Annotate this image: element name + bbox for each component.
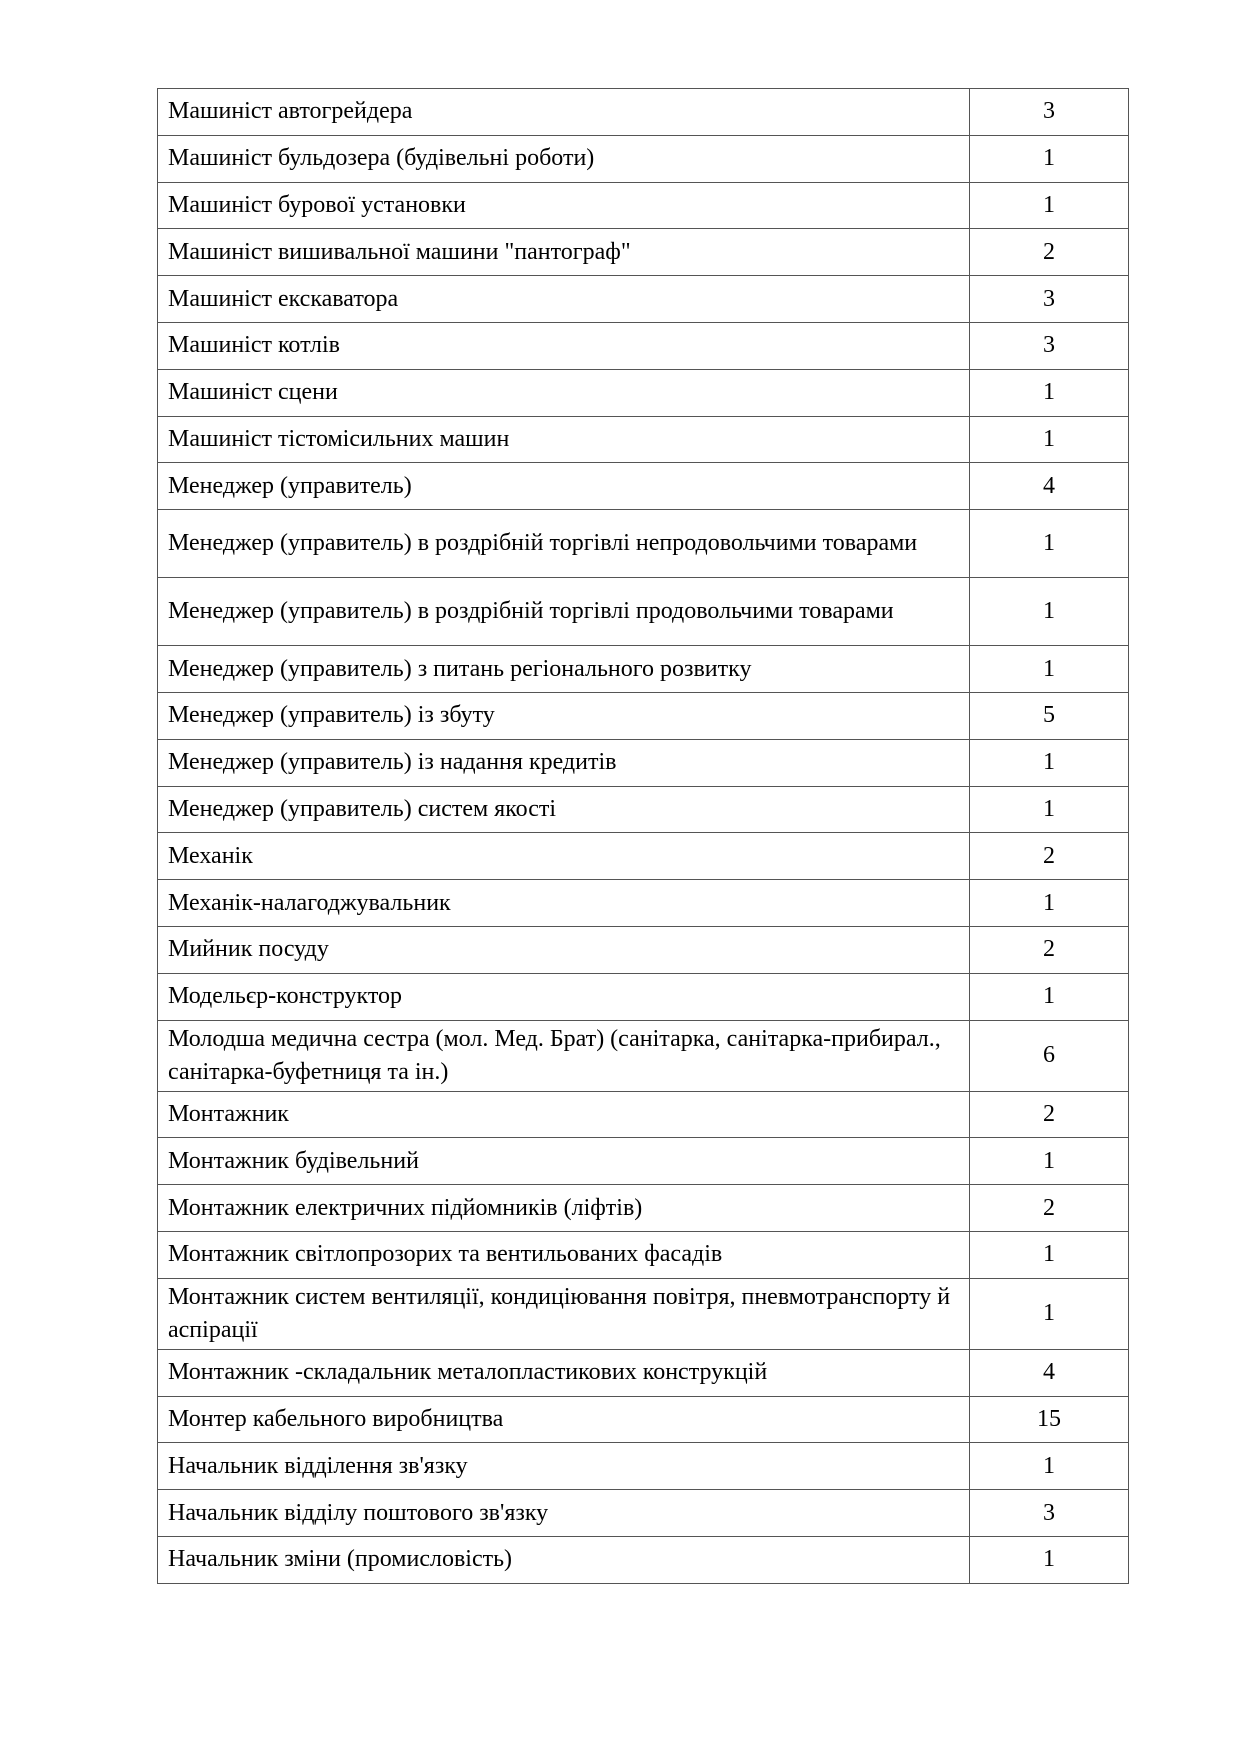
vacancy-count: 3 bbox=[970, 89, 1129, 136]
occupations-table bbox=[157, 88, 1129, 1584]
occupation-name: Начальник відділу поштового зв'язку bbox=[158, 1490, 970, 1537]
vacancy-count: 4 bbox=[970, 463, 1129, 510]
table-row bbox=[158, 926, 1129, 973]
vacancy-count: 1 bbox=[970, 880, 1129, 927]
table-row bbox=[158, 135, 1129, 182]
vacancy-count: 6 bbox=[970, 1020, 1129, 1091]
occupation-name: Монтер кабельного виробництва bbox=[158, 1396, 970, 1443]
occupation-name: Менеджер (управитель) з питань регіонального розвитку bbox=[158, 646, 970, 693]
vacancy-count: 1 bbox=[970, 416, 1129, 463]
table-row bbox=[158, 1185, 1129, 1232]
table-row bbox=[158, 1443, 1129, 1490]
vacancy-count: 15 bbox=[970, 1396, 1129, 1443]
table-row bbox=[158, 1091, 1129, 1138]
table-row bbox=[158, 1536, 1129, 1583]
vacancy-count: 1 bbox=[970, 1138, 1129, 1185]
occupation-name: Менеджер (управитель) із збуту bbox=[158, 692, 970, 739]
vacancy-count: 4 bbox=[970, 1349, 1129, 1396]
vacancy-count: 1 bbox=[970, 1536, 1129, 1583]
occupation-name: Машиніст котлів bbox=[158, 322, 970, 369]
occupation-name: Мийник посуду bbox=[158, 926, 970, 973]
vacancy-count: 1 bbox=[970, 786, 1129, 833]
table-row bbox=[158, 89, 1129, 136]
table-row bbox=[158, 646, 1129, 693]
occupation-name: Машиніст бурової установки bbox=[158, 182, 970, 229]
table-row bbox=[158, 739, 1129, 786]
vacancy-count: 1 bbox=[970, 1231, 1129, 1278]
table-row bbox=[158, 1490, 1129, 1537]
table-row bbox=[158, 578, 1129, 646]
occupations-table-body bbox=[158, 89, 1129, 1584]
vacancy-count: 2 bbox=[970, 229, 1129, 276]
vacancy-count: 1 bbox=[970, 1443, 1129, 1490]
table-row bbox=[158, 1396, 1129, 1443]
table-row bbox=[158, 322, 1129, 369]
table-row bbox=[158, 786, 1129, 833]
occupation-name: Менеджер (управитель) систем якості bbox=[158, 786, 970, 833]
vacancy-count: 1 bbox=[970, 646, 1129, 693]
table-row bbox=[158, 369, 1129, 416]
occupation-name: Менеджер (управитель) в роздрібній торгівлі продовольчими товарами bbox=[158, 578, 970, 646]
occupation-name: Монтажник електричних підйомників (ліфтів) bbox=[158, 1185, 970, 1232]
occupation-name: Монтажник bbox=[158, 1091, 970, 1138]
occupation-name: Молодша медична сестра (мол. Мед. Брат) (санітарка, санітарка-прибирал., санітарка-буфетниця та ін.) bbox=[158, 1020, 970, 1091]
occupation-name: Монтажник світлопрозорих та вентильованих фасадів bbox=[158, 1231, 970, 1278]
occupation-name: Менеджер (управитель) із надання кредитів bbox=[158, 739, 970, 786]
vacancy-count: 1 bbox=[970, 973, 1129, 1020]
vacancy-count: 1 bbox=[970, 369, 1129, 416]
occupation-name: Менеджер (управитель) в роздрібній торгівлі непродовольчими товарами bbox=[158, 510, 970, 578]
vacancy-count: 1 bbox=[970, 182, 1129, 229]
vacancy-count: 3 bbox=[970, 1490, 1129, 1537]
vacancy-count: 3 bbox=[970, 322, 1129, 369]
occupation-name: Монтажник систем вентиляції, кондиціювання повітря, пневмотранспорту й аспірації bbox=[158, 1278, 970, 1349]
occupation-name: Машиніст вишивальної машини "пантограф" bbox=[158, 229, 970, 276]
table-row bbox=[158, 463, 1129, 510]
table-row bbox=[158, 1138, 1129, 1185]
occupation-name: Монтажник -складальник металопластикових конструкцій bbox=[158, 1349, 970, 1396]
vacancy-count: 3 bbox=[970, 276, 1129, 323]
table-row bbox=[158, 1278, 1129, 1349]
table-row bbox=[158, 416, 1129, 463]
occupation-name: Машиніст бульдозера (будівельні роботи) bbox=[158, 135, 970, 182]
table-row bbox=[158, 182, 1129, 229]
table-row bbox=[158, 1020, 1129, 1091]
vacancy-count: 2 bbox=[970, 833, 1129, 880]
occupation-name: Машиніст тістомісильних машин bbox=[158, 416, 970, 463]
vacancy-count: 2 bbox=[970, 1091, 1129, 1138]
table-row bbox=[158, 973, 1129, 1020]
vacancy-count: 5 bbox=[970, 692, 1129, 739]
vacancy-count: 1 bbox=[970, 578, 1129, 646]
occupation-name: Машиніст сцени bbox=[158, 369, 970, 416]
occupation-name: Менеджер (управитель) bbox=[158, 463, 970, 510]
occupation-name: Машиніст екскаватора bbox=[158, 276, 970, 323]
table-row bbox=[158, 880, 1129, 927]
vacancy-count: 1 bbox=[970, 510, 1129, 578]
table-row bbox=[158, 510, 1129, 578]
table-row bbox=[158, 1231, 1129, 1278]
vacancy-count: 2 bbox=[970, 1185, 1129, 1232]
occupation-name: Механік bbox=[158, 833, 970, 880]
table-row bbox=[158, 229, 1129, 276]
occupation-name: Монтажник будівельний bbox=[158, 1138, 970, 1185]
vacancy-count: 1 bbox=[970, 739, 1129, 786]
vacancy-count: 1 bbox=[970, 135, 1129, 182]
table-row bbox=[158, 1349, 1129, 1396]
occupation-name: Механік-налагоджувальник bbox=[158, 880, 970, 927]
table-row bbox=[158, 276, 1129, 323]
vacancy-count: 2 bbox=[970, 926, 1129, 973]
table-row bbox=[158, 692, 1129, 739]
occupation-name: Модельєр-конструктор bbox=[158, 973, 970, 1020]
vacancy-count: 1 bbox=[970, 1278, 1129, 1349]
table-row bbox=[158, 833, 1129, 880]
occupation-name: Начальник зміни (промисловість) bbox=[158, 1536, 970, 1583]
occupation-name: Машиніст автогрейдера bbox=[158, 89, 970, 136]
occupation-name: Начальник відділення зв'язку bbox=[158, 1443, 970, 1490]
